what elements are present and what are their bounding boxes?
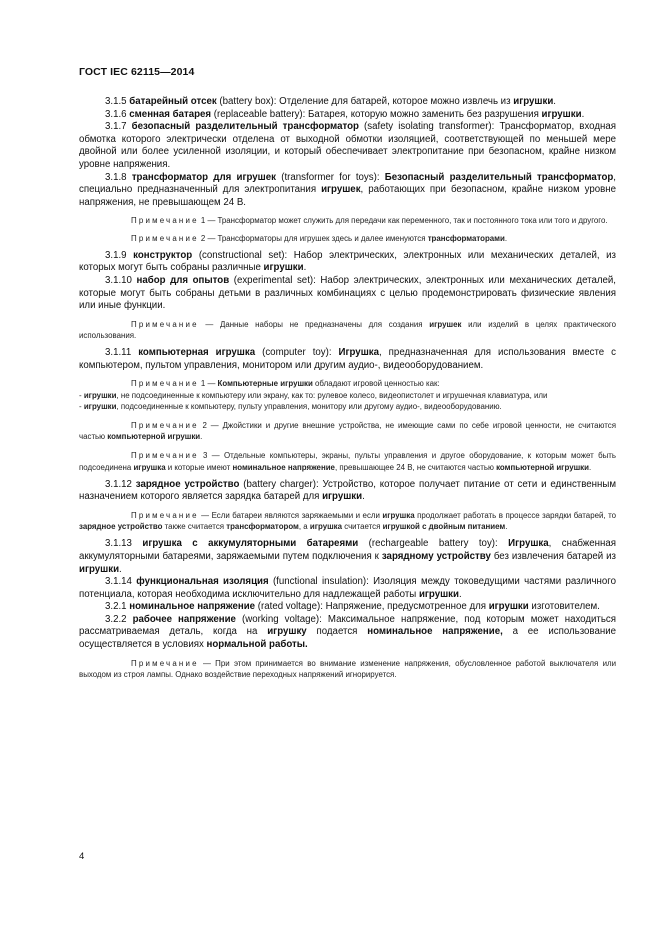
document-header [79, 66, 194, 78]
note-3-1-8-2: Примечание 2 — Трансформаторы для игрушек здесь и далее именуются трансформаторами. [131, 233, 508, 243]
definition-3-1-13: 3.1.13 игрушка с аккумуляторными батареями (rechargeable battery toy): Игрушка, снабженная аккумуляторными батареями, заряжаемыми путем подключения к зарядному устройству без извлечения батарей из игрушки. [79, 538, 617, 575]
note-3-1-11-2: Примечание 2 — Джойстики и другие внешние устройства, не имеющие сами по себе игровой ценности, не считаются частью компьютерной игрушки. [79, 420, 616, 442]
standard-title: ГОСТ IEC 62115—2014 [79, 66, 195, 78]
page-number: 4 [79, 851, 85, 862]
term: номинальное напряжение [129, 601, 256, 613]
term: функциональная изоляция [136, 576, 269, 588]
definition-3-1-12: 3.1.12 зарядное устройство (battery charger): Устройство, которое получает питание от сети и единственным назначением которого является зарядка батарей для игрушки. [79, 478, 616, 503]
term: сменная батарея [129, 108, 212, 120]
term: конструктор [133, 249, 193, 261]
definition-3-1-14: 3.1.14 функциональная изоляция (functional insulation): Изоляция между токоведущими частями различного потенциала, которая необходима исключительно для надлежащей работы игрушки. [79, 576, 616, 600]
definition-3-1-11: 3.1.11 компьютерная игрушка (computer toy): Игрушка, предназначенная для использования вместе с компьютером, пультом управления, монитором или другим аудио-, видеооборудованием. [79, 347, 616, 371]
definition-3-1-8: 3.1.8 трансформатор для игрушек (transformer for toys): Безопасный разделительный трансформатор, специально предназначенный для электропитания игрушек, работающих при безопасном, крайне низком уровне напряжения, не превышающем 24 В. [79, 171, 616, 208]
note-3-2-2: Примечание — При этом принимается во внимание изменение напряжения, обусловленное работой выключателя или выходом из строя лампы. Однако воздействие переходных напряжений игнорируется. [79, 658, 616, 679]
term: игрушка с аккумуляторными батареями [142, 538, 359, 550]
definition-3-2-1: 3.2.1 номинальное напряжение (rated voltage): Напряжение, предусмотренное для игрушки изготовителем. [105, 601, 600, 613]
note-3-1-10: Примечание — Данные наборы не предназначены для создания игрушек или изделий в целях практического использования. [79, 319, 616, 340]
term: рабочее напряжение [132, 613, 236, 625]
term: трансформатор для игрушек [131, 171, 276, 183]
note-bullet-2: - игрушки, подсоединенные к компьютеру, пульту управления, монитору или другому аудио-, видеооборудованию. [79, 401, 502, 411]
definition-3-1-6: 3.1.6 сменная батарея (replaceable battery): Батарея, которую можно заменить без разрушения игрушки. [105, 108, 585, 120]
note-3-1-11-3: Примечание 3 — Отдельные компьютеры, экраны, пульты управления и другое оборудование, к которым может быть подсоединена игрушка и которые имеют номинальное напряжение, превышающее 24 В, не считаются частью компьютерной игрушки. [79, 451, 617, 472]
definition-3-1-5: 3.1.5 батарейный отсек (battery box): Отделение для батарей, которое можно извлечь из игрушки. [105, 96, 556, 107]
note-3-1-11-1: Примечание 1 — Компьютерные игрушки обладают игровой ценностью как: [131, 379, 440, 389]
definition-3-2-2: 3.2.2 рабочее напряжение (working voltage): Максимальное напряжение, под которым может находиться рассматриваемая деталь, когда на игрушку подается номинальное напряжение, а ее использование осуществляется в условиях нормальной работы. [79, 613, 617, 651]
definition-3-1-9: 3.1.9 конструктор (constructional set): Набор электрических, электронных или механических деталей, из которых могут быть собраны различные игрушки. [79, 249, 616, 274]
definition-3-1-7: 3.1.7 безопасный разделительный трансформатор (safety isolating transformer): Трансформатор, входная обмотка которого электрически отделена от выходной обмотки изоляцией, соответствующей по меньшей мере двойной или более усиленной изоляции, и который обеспечивает электропитание при безопасном, крайне низком уровне напряжения. [79, 121, 616, 170]
term: батарейный отсек [129, 96, 217, 107]
term: набор для опытов [136, 274, 230, 286]
document-body [79, 96, 616, 680]
note-bullet-1: - игрушки, не подсоединенные к компьютеру или экрану, как то: рулевое колесо, видеопистолет и игрушечная клавиатура, или [79, 390, 548, 400]
term: безопасный разделительный трансформатор [131, 121, 359, 133]
note-3-1-8-1: Примечание 1 — Трансформатор может служить для передачи как переменного, так и постоянного тока или того и другого. [131, 216, 608, 226]
term: зарядное устройство [135, 478, 240, 490]
term: компьютерная игрушка [138, 347, 256, 359]
definition-3-1-10: 3.1.10 набор для опытов (experimental set): Набор электрических, электронных или механических деталей, которые могут быть собраны детьми в различных комбинациях с целью продемонстрировать физические явления или иные функции. [79, 274, 617, 312]
note-3-1-12: Примечание — Если батареи являются заряжаемыми и если игрушка продолжает работать в процессе зарядки батарей, то зарядное устройство также считается трансформатором, а игрушка считается игрушкой с двойным питанием. [79, 510, 616, 532]
